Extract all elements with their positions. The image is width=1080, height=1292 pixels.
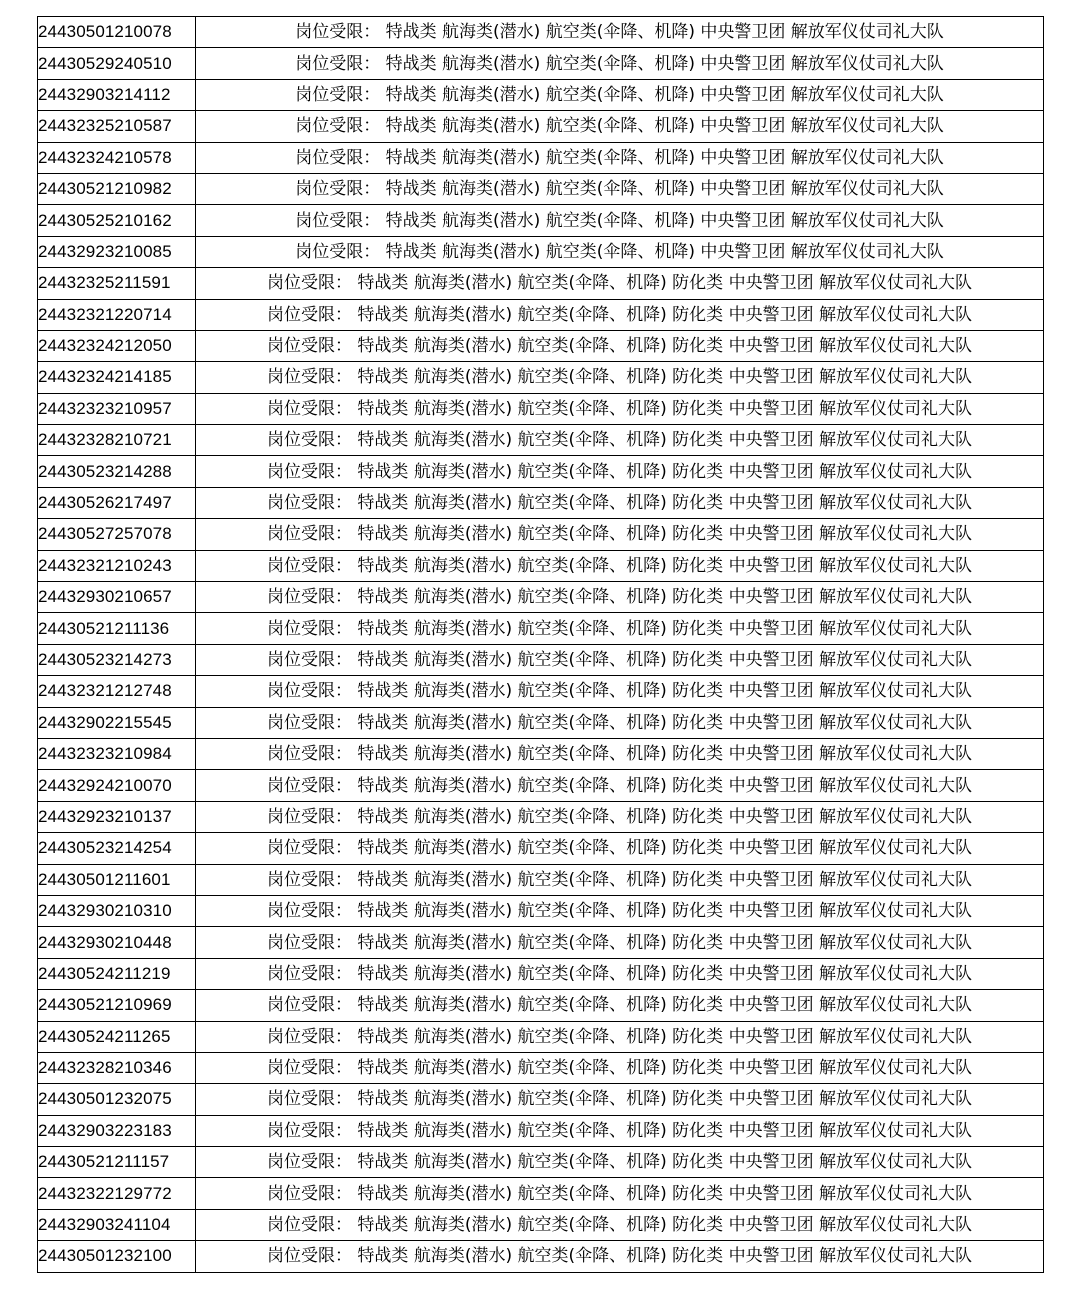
restriction-note-cell: 岗位受限： 特战类 航海类(潜水) 航空类(伞降、机降) 防化类 中央警卫团 解放军仪仗司礼大队 (196, 927, 1044, 958)
restriction-note-cell: 岗位受限： 特战类 航海类(潜水) 航空类(伞降、机降) 中央警卫团 解放军仪仗司礼大队 (196, 79, 1044, 110)
candidate-id-cell: 24430521211157 (38, 1147, 196, 1178)
restriction-note-cell: 岗位受限： 特战类 航海类(潜水) 航空类(伞降、机降) 防化类 中央警卫团 解放军仪仗司礼大队 (196, 519, 1044, 550)
table-row (38, 1021, 1044, 1052)
table-row (38, 550, 1044, 581)
table-row (38, 205, 1044, 236)
candidate-id-cell: 24430524211265 (38, 1021, 196, 1052)
candidate-id-cell: 24430501232075 (38, 1084, 196, 1115)
candidate-id-cell: 24430523214288 (38, 456, 196, 487)
table-body (38, 17, 1044, 1273)
candidate-id-cell: 24432324212050 (38, 330, 196, 361)
table-row (38, 927, 1044, 958)
table-row (38, 958, 1044, 989)
restriction-note-cell: 岗位受限： 特战类 航海类(潜水) 航空类(伞降、机降) 中央警卫团 解放军仪仗司礼大队 (196, 236, 1044, 267)
table-row (38, 487, 1044, 518)
restriction-note-cell: 岗位受限： 特战类 航海类(潜水) 航空类(伞降、机降) 防化类 中央警卫团 解放军仪仗司礼大队 (196, 1178, 1044, 1209)
restriction-note-cell: 岗位受限： 特战类 航海类(潜水) 航空类(伞降、机降) 防化类 中央警卫团 解放军仪仗司礼大队 (196, 1115, 1044, 1146)
restriction-note-cell: 岗位受限： 特战类 航海类(潜水) 航空类(伞降、机降) 防化类 中央警卫团 解放军仪仗司礼大队 (196, 707, 1044, 738)
restriction-note-cell: 岗位受限： 特战类 航海类(潜水) 航空类(伞降、机降) 防化类 中央警卫团 解放军仪仗司礼大队 (196, 895, 1044, 926)
restriction-note-cell: 岗位受限： 特战类 航海类(潜水) 航空类(伞降、机降) 防化类 中央警卫团 解放军仪仗司礼大队 (196, 1147, 1044, 1178)
table-row (38, 299, 1044, 330)
table-row (38, 17, 1044, 48)
candidate-id-cell: 24432923210137 (38, 801, 196, 832)
candidate-id-cell: 24432903241104 (38, 1209, 196, 1240)
candidate-id-cell: 24432328210346 (38, 1052, 196, 1083)
restriction-note-cell: 岗位受限： 特战类 航海类(潜水) 航空类(伞降、机降) 防化类 中央警卫团 解放军仪仗司礼大队 (196, 582, 1044, 613)
table-row (38, 770, 1044, 801)
candidate-id-cell: 24432930210448 (38, 927, 196, 958)
restriction-note-cell: 岗位受限： 特战类 航海类(潜水) 航空类(伞降、机降) 防化类 中央警卫团 解放军仪仗司礼大队 (196, 330, 1044, 361)
table-row (38, 1241, 1044, 1272)
candidate-id-cell: 24430521211136 (38, 613, 196, 644)
table-row (38, 173, 1044, 204)
table-row (38, 895, 1044, 926)
candidate-id-cell: 24430524211219 (38, 958, 196, 989)
restriction-note-cell: 岗位受限： 特战类 航海类(潜水) 航空类(伞降、机降) 防化类 中央警卫团 解放军仪仗司礼大队 (196, 425, 1044, 456)
candidate-id-cell: 24430525210162 (38, 205, 196, 236)
candidate-id-cell: 24432324210578 (38, 142, 196, 173)
table-row (38, 236, 1044, 267)
table-row (38, 1209, 1044, 1240)
candidate-id-cell: 24430501210078 (38, 17, 196, 48)
table-row (38, 362, 1044, 393)
restriction-note-cell: 岗位受限： 特战类 航海类(潜水) 航空类(伞降、机降) 防化类 中央警卫团 解放军仪仗司礼大队 (196, 1241, 1044, 1272)
candidate-id-cell: 24432323210957 (38, 393, 196, 424)
restriction-note-cell: 岗位受限： 特战类 航海类(潜水) 航空类(伞降、机降) 防化类 中央警卫团 解放军仪仗司礼大队 (196, 864, 1044, 895)
restriction-note-cell: 岗位受限： 特战类 航海类(潜水) 航空类(伞降、机降) 防化类 中央警卫团 解放军仪仗司礼大队 (196, 990, 1044, 1021)
table-row (38, 456, 1044, 487)
restriction-table (37, 16, 1044, 1273)
candidate-id-cell: 24432321210243 (38, 550, 196, 581)
table-row (38, 393, 1044, 424)
candidate-id-cell: 24430521210969 (38, 990, 196, 1021)
table-row (38, 142, 1044, 173)
restriction-note-cell: 岗位受限： 特战类 航海类(潜水) 航空类(伞降、机降) 防化类 中央警卫团 解放军仪仗司礼大队 (196, 550, 1044, 581)
candidate-id-cell: 24432325211591 (38, 268, 196, 299)
restriction-note-cell: 岗位受限： 特战类 航海类(潜水) 航空类(伞降、机降) 防化类 中央警卫团 解放军仪仗司礼大队 (196, 738, 1044, 769)
restriction-note-cell: 岗位受限： 特战类 航海类(潜水) 航空类(伞降、机降) 防化类 中央警卫团 解放军仪仗司礼大队 (196, 1052, 1044, 1083)
table-row (38, 676, 1044, 707)
restriction-note-cell: 岗位受限： 特战类 航海类(潜水) 航空类(伞降、机降) 防化类 中央警卫团 解放军仪仗司礼大队 (196, 268, 1044, 299)
candidate-id-cell: 24430523214273 (38, 644, 196, 675)
restriction-note-cell: 岗位受限： 特战类 航海类(潜水) 航空类(伞降、机降) 防化类 中央警卫团 解放军仪仗司礼大队 (196, 362, 1044, 393)
table-row (38, 1147, 1044, 1178)
table-row (38, 644, 1044, 675)
candidate-id-cell: 24430527257078 (38, 519, 196, 550)
candidate-id-cell: 24432328210721 (38, 425, 196, 456)
candidate-id-cell: 24430501232100 (38, 1241, 196, 1272)
candidate-id-cell: 24432324214185 (38, 362, 196, 393)
candidate-id-cell: 24430521210982 (38, 173, 196, 204)
table-row (38, 801, 1044, 832)
candidate-id-cell: 24432923210085 (38, 236, 196, 267)
candidate-id-cell: 24430501211601 (38, 864, 196, 895)
table-row (38, 111, 1044, 142)
table-row (38, 1052, 1044, 1083)
table-row (38, 707, 1044, 738)
restriction-note-cell: 岗位受限： 特战类 航海类(潜水) 航空类(伞降、机降) 防化类 中央警卫团 解放军仪仗司礼大队 (196, 487, 1044, 518)
candidate-id-cell: 24430529240510 (38, 48, 196, 79)
restriction-note-cell: 岗位受限： 特战类 航海类(潜水) 航空类(伞降、机降) 防化类 中央警卫团 解放军仪仗司礼大队 (196, 1209, 1044, 1240)
restriction-note-cell: 岗位受限： 特战类 航海类(潜水) 航空类(伞降、机降) 防化类 中央警卫团 解放军仪仗司礼大队 (196, 393, 1044, 424)
table-row (38, 1115, 1044, 1146)
restriction-note-cell: 岗位受限： 特战类 航海类(潜水) 航空类(伞降、机降) 防化类 中央警卫团 解放军仪仗司礼大队 (196, 833, 1044, 864)
table-row (38, 738, 1044, 769)
restriction-note-cell: 岗位受限： 特战类 航海类(潜水) 航空类(伞降、机降) 防化类 中央警卫团 解放军仪仗司礼大队 (196, 676, 1044, 707)
table-row (38, 582, 1044, 613)
table-row (38, 833, 1044, 864)
candidate-id-cell: 24432323210984 (38, 738, 196, 769)
restriction-note-cell: 岗位受限： 特战类 航海类(潜水) 航空类(伞降、机降) 防化类 中央警卫团 解放军仪仗司礼大队 (196, 456, 1044, 487)
restriction-note-cell: 岗位受限： 特战类 航海类(潜水) 航空类(伞降、机降) 防化类 中央警卫团 解放军仪仗司礼大队 (196, 1084, 1044, 1115)
candidate-id-cell: 24432903214112 (38, 79, 196, 110)
restriction-note-cell: 岗位受限： 特战类 航海类(潜水) 航空类(伞降、机降) 中央警卫团 解放军仪仗司礼大队 (196, 48, 1044, 79)
candidate-id-cell: 24432930210657 (38, 582, 196, 613)
table-row (38, 613, 1044, 644)
table-row (38, 1084, 1044, 1115)
restriction-note-cell: 岗位受限： 特战类 航海类(潜水) 航空类(伞降、机降) 中央警卫团 解放军仪仗司礼大队 (196, 173, 1044, 204)
restriction-note-cell: 岗位受限： 特战类 航海类(潜水) 航空类(伞降、机降) 防化类 中央警卫团 解放军仪仗司礼大队 (196, 1021, 1044, 1052)
restriction-note-cell: 岗位受限： 特战类 航海类(潜水) 航空类(伞降、机降) 防化类 中央警卫团 解放军仪仗司礼大队 (196, 770, 1044, 801)
candidate-id-cell: 24432325210587 (38, 111, 196, 142)
candidate-id-cell: 24430526217497 (38, 487, 196, 518)
table-row (38, 330, 1044, 361)
table-row (38, 48, 1044, 79)
candidate-id-cell: 24432322129772 (38, 1178, 196, 1209)
table-row (38, 990, 1044, 1021)
table-row (38, 425, 1044, 456)
table-row (38, 1178, 1044, 1209)
candidate-id-cell: 24432902215545 (38, 707, 196, 738)
restriction-note-cell: 岗位受限： 特战类 航海类(潜水) 航空类(伞降、机降) 防化类 中央警卫团 解放军仪仗司礼大队 (196, 644, 1044, 675)
table-row (38, 864, 1044, 895)
restriction-note-cell: 岗位受限： 特战类 航海类(潜水) 航空类(伞降、机降) 中央警卫团 解放军仪仗司礼大队 (196, 17, 1044, 48)
candidate-id-cell: 24432924210070 (38, 770, 196, 801)
candidate-id-cell: 24432321212748 (38, 676, 196, 707)
restriction-note-cell: 岗位受限： 特战类 航海类(潜水) 航空类(伞降、机降) 中央警卫团 解放军仪仗司礼大队 (196, 111, 1044, 142)
candidate-id-cell: 24432930210310 (38, 895, 196, 926)
candidate-id-cell: 24430523214254 (38, 833, 196, 864)
restriction-note-cell: 岗位受限： 特战类 航海类(潜水) 航空类(伞降、机降) 中央警卫团 解放军仪仗司礼大队 (196, 142, 1044, 173)
restriction-note-cell: 岗位受限： 特战类 航海类(潜水) 航空类(伞降、机降) 防化类 中央警卫团 解放军仪仗司礼大队 (196, 801, 1044, 832)
candidate-id-cell: 24432321220714 (38, 299, 196, 330)
candidate-id-cell: 24432903223183 (38, 1115, 196, 1146)
table-row (38, 268, 1044, 299)
restriction-note-cell: 岗位受限： 特战类 航海类(潜水) 航空类(伞降、机降) 防化类 中央警卫团 解放军仪仗司礼大队 (196, 299, 1044, 330)
table-row (38, 79, 1044, 110)
restriction-note-cell: 岗位受限： 特战类 航海类(潜水) 航空类(伞降、机降) 防化类 中央警卫团 解放军仪仗司礼大队 (196, 613, 1044, 644)
table-row (38, 519, 1044, 550)
restriction-note-cell: 岗位受限： 特战类 航海类(潜水) 航空类(伞降、机降) 中央警卫团 解放军仪仗司礼大队 (196, 205, 1044, 236)
restriction-note-cell: 岗位受限： 特战类 航海类(潜水) 航空类(伞降、机降) 防化类 中央警卫团 解放军仪仗司礼大队 (196, 958, 1044, 989)
